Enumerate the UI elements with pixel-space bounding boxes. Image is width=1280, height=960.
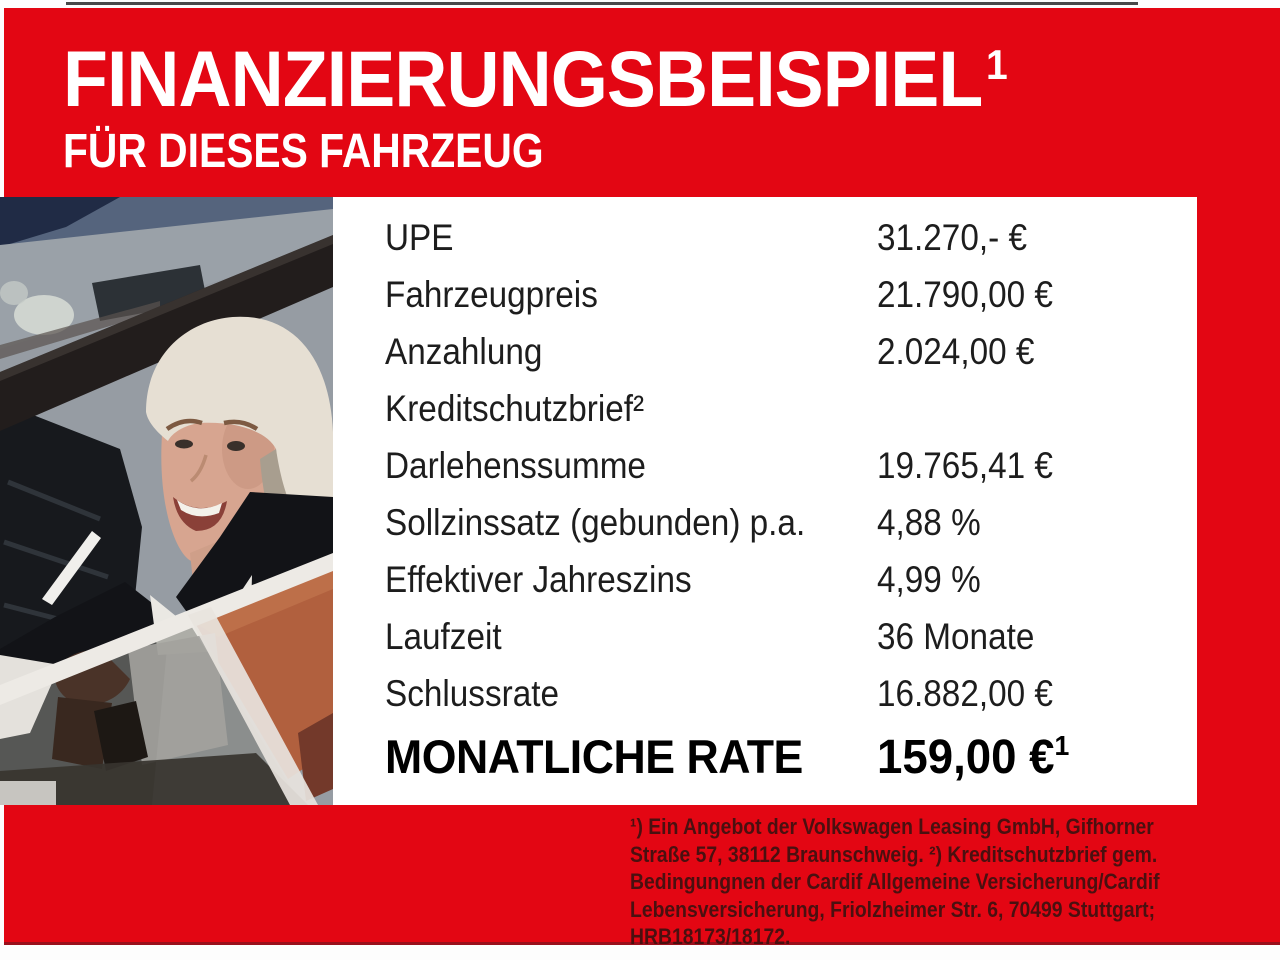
- table-row: [333, 503, 1197, 547]
- row-label: Fahrzeugpreis: [385, 274, 598, 315]
- row-label: Laufzeit: [385, 616, 502, 657]
- footnote-line: Lebensversicherung, Friolzheimer Str. 6, 70499 Stuttgart;: [630, 896, 1156, 922]
- page-title-text: FINANZIERUNGSBEISPIEL: [63, 34, 983, 123]
- footnote-line: ¹) Ein Angebot der Volkswagen Leasing GmbH, Gifhorner: [630, 814, 1154, 839]
- row-value: 31.270,- €: [877, 217, 1027, 258]
- car-scene-illustration: [0, 197, 333, 805]
- footnote-line: Bedingungnen der Cardif Allgemeine Versicherung/Cardif: [630, 869, 1160, 894]
- row-value: 4,99 %: [877, 559, 981, 600]
- row-label: Darlehenssumme: [385, 445, 646, 486]
- row-label: Schlussrate: [385, 673, 559, 714]
- page-title-footnote-marker: 1: [986, 41, 1008, 88]
- row-value: 16.882,00 €: [877, 673, 1053, 714]
- page-subtitle: FÜR DIESES FAHRZEUG: [63, 125, 544, 178]
- monthly-rate-label: MONATLICHE RATE: [385, 730, 803, 783]
- table-row: [333, 446, 1197, 490]
- monthly-rate-amount: 159,00 €: [877, 731, 1055, 784]
- footnote: [630, 813, 1230, 951]
- monthly-rate-footnote-marker: 1: [1054, 730, 1070, 761]
- row-value: 21.790,00 €: [877, 274, 1053, 315]
- monthly-rate-value: [877, 731, 1069, 785]
- row-value: 2.024,00 €: [877, 331, 1035, 372]
- table-row: [333, 332, 1197, 376]
- woman-in-car-photo: [0, 197, 333, 805]
- footnote-line: HRB18173/18172.: [630, 924, 791, 949]
- monthly-rate-row: [333, 730, 1197, 784]
- row-label: Sollzinssatz (gebunden) p.a.: [385, 502, 806, 543]
- table-row: [333, 560, 1197, 604]
- table-row: [333, 275, 1197, 319]
- page-title: [63, 34, 1008, 123]
- row-label: Effektiver Jahreszins: [385, 559, 692, 600]
- table-row: [333, 389, 1197, 433]
- table-row: [333, 218, 1197, 262]
- row-label: Kreditschutzbrief²: [385, 388, 645, 429]
- table-row: [333, 617, 1197, 661]
- finance-table-panel: [333, 197, 1197, 805]
- row-value: 4,88 %: [877, 502, 981, 543]
- footnote-line: Straße 57, 38112 Braunschweig. ²) Kreditschutzbrief gem.: [630, 841, 1158, 867]
- row-value: 36 Monate: [877, 616, 1035, 657]
- top-hairline: [66, 2, 1138, 5]
- row-value: 19.765,41 €: [877, 445, 1053, 486]
- row-label: UPE: [385, 217, 454, 258]
- row-label: Anzahlung: [385, 331, 543, 372]
- table-row: [333, 674, 1197, 718]
